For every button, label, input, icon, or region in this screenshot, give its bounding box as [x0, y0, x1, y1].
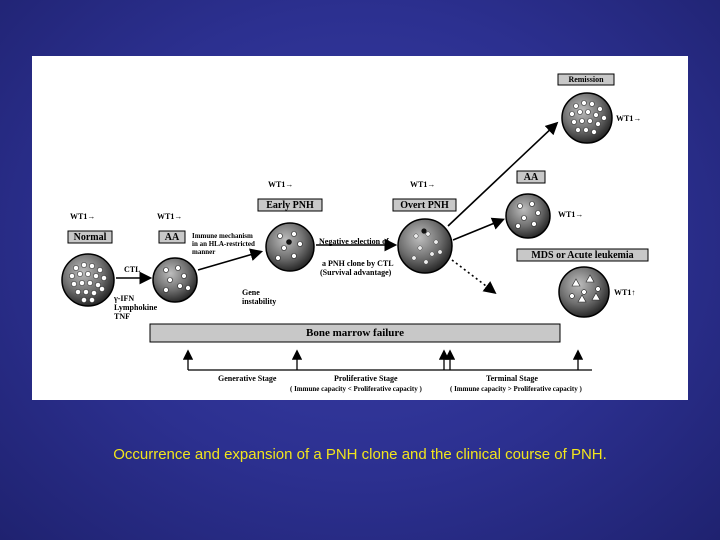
aa-cell [153, 258, 197, 302]
terminal-stage-label: Terminal Stage [486, 374, 538, 383]
remission-cell [562, 93, 612, 143]
immune-capacity-gt: ( Immune capacity > Proliferative capacity ) [450, 385, 582, 393]
cytokine-label-1: γ-IFN [114, 294, 135, 303]
immune-capacity-lt: ( Immune capacity < Proliferative capacity ) [290, 385, 422, 393]
wt1-mds: WT1↑ [614, 288, 636, 297]
early-pnh-label: Early PNH [266, 200, 314, 211]
aa-left-label: AA [164, 232, 180, 243]
immune-mechanism-2: in an HLA-restricted [192, 240, 255, 248]
diagram-graphics [32, 56, 688, 400]
mds-label: MDS or Acute leukemia [531, 250, 634, 261]
negative-selection-1: Negative selection of [319, 237, 389, 246]
wt1-aa: WT1→ [157, 212, 183, 221]
pnh-course-diagram [32, 56, 688, 400]
mds-cell [559, 267, 609, 317]
immune-mechanism-1: Immune mechanism [192, 232, 253, 240]
immune-mechanism-3: manner [192, 248, 216, 256]
overt-pnh-label: Overt PNH [400, 200, 449, 211]
wt1-aa-right: WT1→ [558, 210, 584, 219]
overt-pnh-cell [398, 219, 452, 273]
ctl-label: CTL [124, 265, 141, 274]
normal-cell [62, 254, 114, 306]
slide-caption: Occurrence and expansion of a PNH clone and the clinical course of PNH. [113, 446, 607, 463]
generative-stage-label: Generative Stage [218, 374, 277, 383]
cytokine-label-3: TNF [114, 312, 130, 321]
wt1-remission: WT1→ [616, 114, 642, 123]
gene-instability-1: Gene [242, 288, 260, 297]
aa-right-cell [506, 194, 550, 238]
arrow-overt-to-aa [453, 220, 502, 240]
proliferative-stage-label: Proliferative Stage [334, 374, 398, 383]
wt1-early: WT1→ [268, 180, 294, 189]
arrow-overt-to-mds [452, 260, 494, 292]
gene-instability-2: instability [242, 297, 277, 306]
cytokine-label-2: Lymphokine [114, 303, 158, 312]
negative-selection-3: (Survival advantage) [320, 268, 392, 277]
wt1-overt: WT1→ [410, 180, 436, 189]
remission-label: Remission [568, 75, 604, 84]
aa-right-label: AA [523, 172, 539, 183]
normal-label: Normal [73, 232, 107, 243]
negative-selection-2: a PNH clone by CTL [322, 259, 394, 268]
wt1-normal: WT1→ [70, 212, 96, 221]
bone-marrow-failure-label: Bone marrow failure [306, 327, 404, 339]
early-pnh-cell [266, 223, 314, 271]
stage-axis [188, 352, 592, 370]
